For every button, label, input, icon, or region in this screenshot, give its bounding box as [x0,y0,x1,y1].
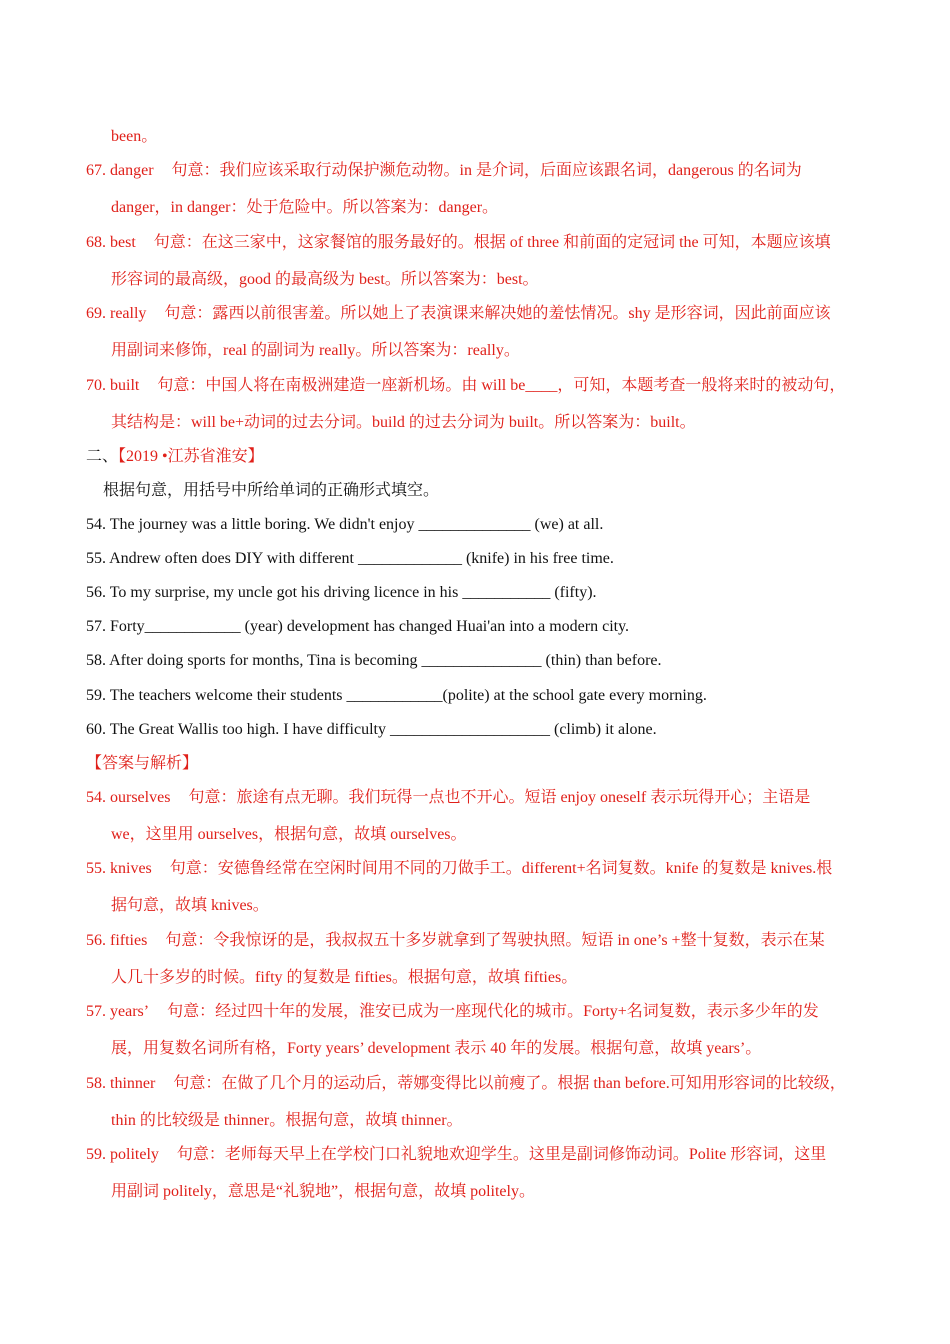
section-prefix: 二、 [86,448,119,465]
answer-69-line1 [86,304,831,324]
answer-55-line2: 据句意，故填 knives。 [111,897,269,914]
answer-59-line2: 用副词 politely，意思是“礼貌地”，根据句意，故填 politely。 [111,1183,535,1200]
answer-56-line1 [86,931,825,951]
answer-58-label: 58. thinner [86,1075,156,1092]
answer-54-label: 54. ourselves [86,789,171,806]
answer-69-line2: 用副词来修饰，real 的副词为 really。所以答案为：really。 [111,342,520,359]
answer-58-line1 [86,1074,846,1094]
answer-69-explanation: 句意：露西以前很害羞。所以她上了表演课来解决她的羞怯情况。shy 是形容词，因此前面应该 [164,305,831,322]
answer-57-line1 [86,1002,819,1022]
answer-69-label: 69. really [86,305,147,322]
answer-58-explanation: 句意：在做了几个月的运动后，蒂娜变得比以前瘦了。根据 than before.可知用形容词的比较级， [173,1075,846,1092]
answer-68-line1 [86,233,831,253]
answer-57-explanation: 句意：经过四十年的发展，淮安已成为一座现代化的城市。Forty+名词复数，表示多少年的发 [167,1003,819,1020]
answer-heading: 【答案与解析】 [86,755,199,772]
instruction-text: 根据句意，用括号中所给单词的正确形式填空。 [103,482,440,499]
question-57: 57. Forty____________ (year) development has changed Huai'an into a modern city. [86,618,630,635]
question-54: 54. The journey was a little boring. We didn't enjoy ______________ (we) at all. [86,516,604,533]
question-59: 59. The teachers welcome their students ____________(polite) at the school gate every morning. [86,687,707,704]
answer-56-label: 56. fifties [86,932,148,949]
answer-57-label: 57. years’ [86,1003,150,1020]
answer-59-label: 59. politely [86,1146,159,1163]
answer-56-explanation: 句意：令我惊讶的是，我叔叔五十多岁就拿到了驾驶执照。短语 in one’s +整十复数，表示在某 [165,932,825,949]
answer-70-line2: 其结构是：will be+动词的过去分词。build 的过去分词为 built。所以答案为：built。 [111,414,696,431]
answer-67-line1 [86,161,802,181]
answer-55-line1 [86,859,832,879]
answer-70-label: 70. built [86,377,140,394]
answer-67-line2: danger，in danger：处于危险中。所以答案为：danger。 [111,199,499,216]
answer-54-explanation: 句意：旅途有点无聊。我们玩得一点也不开心。短语 enjoy oneself 表示玩得开心；主语是 [188,789,811,806]
answer-54-line1 [86,788,810,808]
section-source: 【2019 •江苏省淮安】 [118,448,264,465]
answer-59-explanation: 句意：老师每天早上在学校门口礼貌地欢迎学生。这里是副词修饰动词。Polite 形容词，这里 [176,1146,827,1163]
answer-55-label: 55. knives [86,860,152,877]
answer-68-label: 68. best [86,234,136,251]
answer-54-line2: we，这里用 ourselves，根据句意，故填 ourselves。 [111,826,467,843]
answer-70-line1 [86,376,845,396]
section-heading [86,447,264,467]
answer-56-line2: 人几十多岁的时候。fifty 的复数是 fifties。根据句意，故填 fifties。 [111,969,578,986]
answer-68-line2: 形容词的最高级，good 的最高级为 best。所以答案为：best。 [111,271,539,288]
answer-58-line2: thin 的比较级是 thinner。根据句意，故填 thinner。 [111,1112,463,1129]
question-56: 56. To my surprise, my uncle got his driving licence in his ___________ (fifty). [86,584,597,601]
question-60: 60. The Great Wallis too high. I have difficulty ____________________ (climb) it alone. [86,721,657,738]
answer-57-line2: 展，用复数名词所有格，Forty years’ development 表示 40 年的发展。根据句意，故填 years’。 [111,1040,762,1057]
answer-67-explanation: 句意：我们应该采取行动保护濒危动物。in 是介词，后面应该跟名词，dangerous 的名词为 [171,162,802,179]
continued-text: been。 [111,128,158,145]
answer-70-explanation: 句意：中国人将在南极洲建造一座新机场。由 will be____，可知，本题考查一般将来时的被动句， [157,377,846,394]
answer-59-line1 [86,1145,826,1165]
question-58: 58. After doing sports for months, Tina is becoming _______________ (thin) than before. [86,652,662,669]
answer-67-label: 67. danger [86,162,154,179]
answer-55-explanation: 句意：安德鲁经常在空闲时间用不同的刀做手工。different+名词复数。knife 的复数是 knives.根 [169,860,833,877]
question-55: 55. Andrew often does DIY with different _____________ (knife) in his free time. [86,550,614,567]
answer-68-explanation: 句意：在这三家中，这家餐馆的服务最好的。根据 of three 和前面的定冠词 the 可知，本题应该填 [153,234,831,251]
